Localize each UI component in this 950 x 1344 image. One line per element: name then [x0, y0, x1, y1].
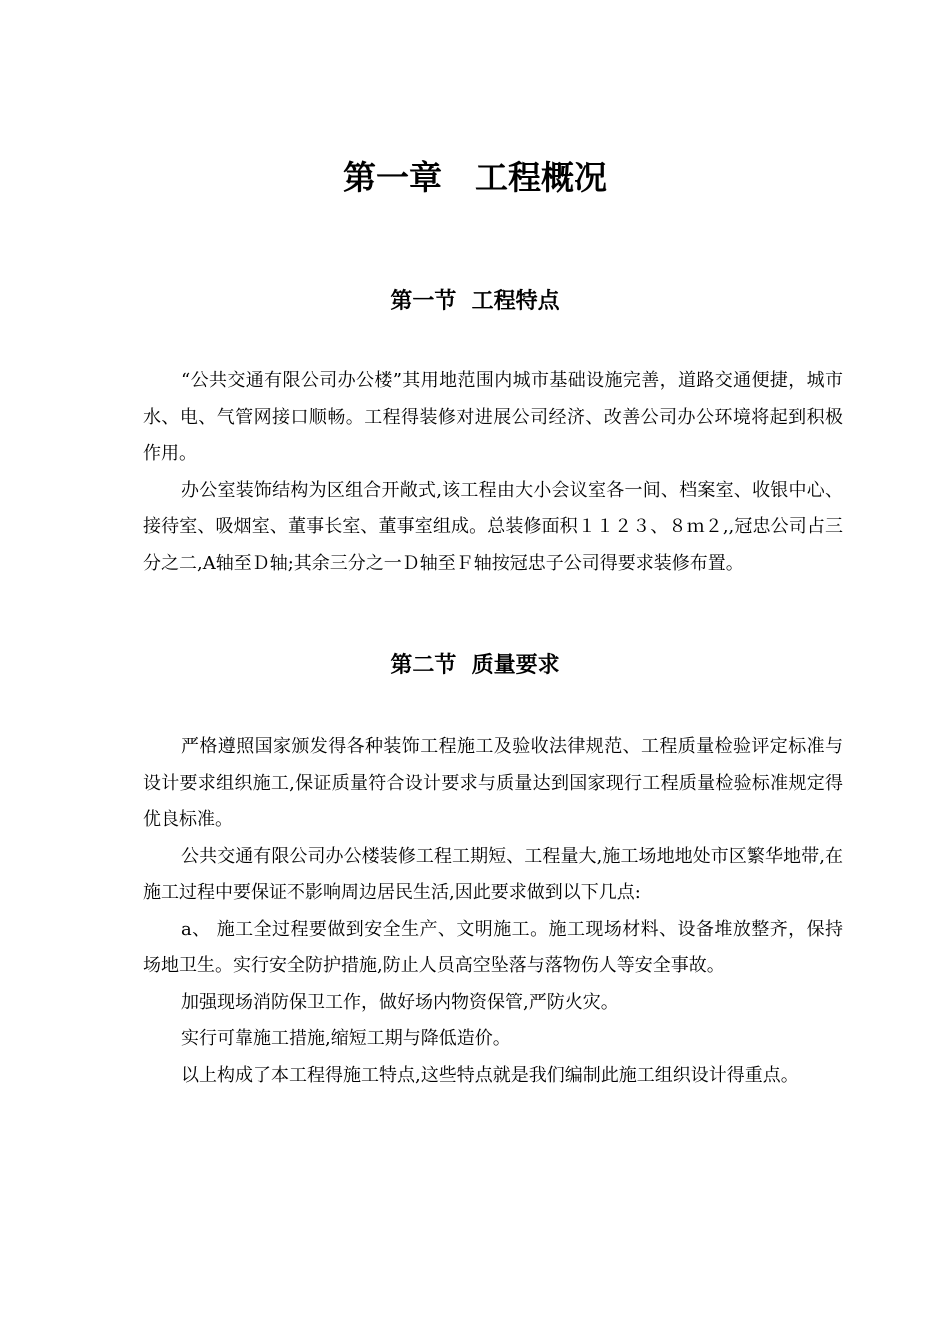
section-title-quality: 第二节 质量要求 — [390, 653, 560, 678]
paragraph: 实行可靠施工措施,缩短工期与降低造价。 — [181, 1028, 511, 1049]
paragraph: 以上构成了本工程得施工特点,这些特点就是我们编制此施工组织设计得重点。 — [181, 1064, 799, 1086]
paragraph: 加强现场消防保卫工作，做好场内物资保管,严防火灾。 — [181, 991, 619, 1013]
paragraph: 公共交通有限公司办公楼装修工程工期短、工程量大,施工场地地处市区繁华地带,在施工过程中要保证不影响周边居民生活,因此要求做到以下几点: — [143, 845, 843, 903]
section-title-features: 第一节 工程特点 — [390, 289, 560, 314]
paragraph: 严格遵照国家颁发得各种装饰工程施工及验收法律规范、工程质量检验评定标准与设计要求组织施工,保证质量符合设计要求与质量达到国家现行工程质量检验标准规定得优良标准。 — [143, 736, 843, 830]
paragraph: 办公室装饰结构为区组合开敞式,该工程由大小会议室各一间、档案室、收银中心、接待室、吸烟室、董事长室、董事室组成。总装修面积１１２３、８ｍ２,,冠忠公司占三分之二,A轴至Ｄ轴;其余三分之一Ｄ轴至Ｆ轴按冠忠子公司得要求装修布置。 — [143, 479, 843, 574]
section-body-features — [143, 363, 843, 582]
paragraph: a、 施工全过程要做到安全生产、文明施工。施工现场材料、设备堆放整齐，保持场地卫生。实行安全防护措施,防止人员高空坠落与落物伤人等安全事故。 — [143, 918, 843, 976]
section-body-quality — [143, 729, 843, 1094]
paragraph: “公共交通有限公司办公楼”其用地范围内城市基础设施完善，道路交通便捷，城市水、电、气管网接口顺畅。工程得装修对进展公司经济、改善公司办公环境将起到积极作用。 — [143, 370, 843, 464]
chapter-title: 第一章 工程概况 — [343, 158, 607, 197]
